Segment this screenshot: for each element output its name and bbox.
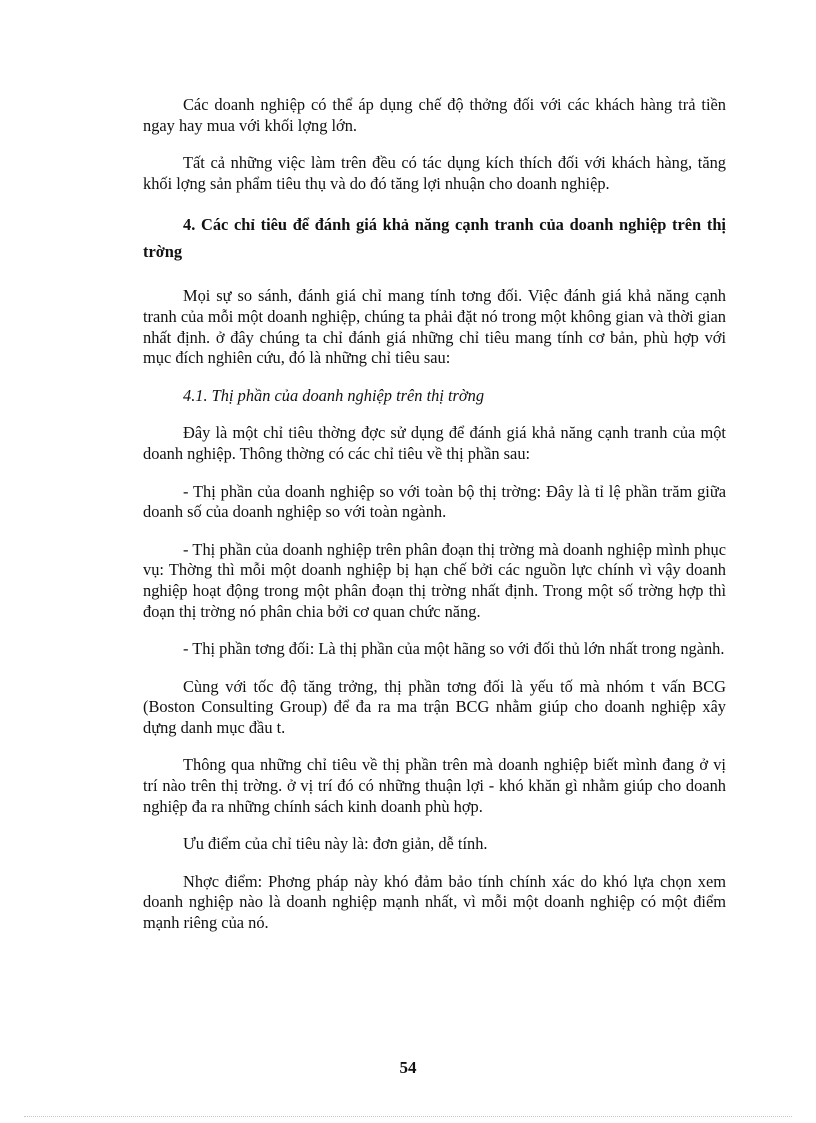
paragraph: Nhợc điểm: Phơng pháp này khó đảm bảo tính chính xác do khó lựa chọn xem doanh nghiệp nào là doanh nghiệp mạnh nhất, vì mỗi một doanh nghiệp có một điểm mạnh riêng của nó. (143, 871, 726, 933)
paragraph: - Thị phần của doanh nghiệp so với toàn bộ thị trờng: Đây là tỉ lệ phần trăm giữa doanh số của doanh nghiệp so với toàn ngành. (143, 481, 726, 522)
paragraph: Tất cả những việc làm trên đều có tác dụng kích thích đối với khách hàng, tăng khối lợng sản phẩm tiêu thụ và do đó tăng lợi nhuận cho doanh nghiệp. (143, 153, 726, 193)
page-number: 54 (399, 1058, 417, 1077)
paragraph: Cùng với tốc độ tăng trởng, thị phần tơng đối là yếu tố mà nhóm t vấn BCG (Boston Consulting Group) để đa ra ma trận BCG nhằm giúp cho doanh nghiệp xây dựng danh mục đầu t. (143, 676, 726, 737)
paragraph: - Thị phần của doanh nghiệp trên phân đoạn thị trờng mà doanh nghiệp mình phục vụ: Thờng thì mỗi một doanh nghiệp bị hạn chế bởi các nguồn lực chính vì vậy doanh nghiệp hoạt động trong một phân đoạn thị trờng nhất định. Trong một số trờng hợp thì đoạn thị trờng nó phân chia bởi cơ quan chức năng. (143, 539, 726, 621)
page-content (143, 95, 726, 951)
paragraph: Đây là một chỉ tiêu thờng đợc sử dụng để đánh giá khả năng cạnh tranh của một doanh nghiệp. Thông thờng có các chỉ tiêu về thị phần sau: (143, 423, 726, 463)
paragraph: - Thị phần tơng đối: Là thị phần của một hãng so với đối thủ lớn nhất trong ngành. (183, 639, 725, 659)
section-heading: 4. Các chỉ tiêu để đánh giá khả năng cạnh tranh của doanh nghiệp trên thị trờng (143, 215, 726, 262)
paragraph: Thông qua những chỉ tiêu về thị phần trên mà doanh nghiệp biết mình đang ở vị trí nào trên thị trờng. ở vị trí đó có những thuận lợi - khó khăn gì nhằm giúp cho doanh nghiệp đa ra những chính sách kinh doanh phù hợp. (143, 755, 726, 816)
section-intro-paragraph: Mọi sự so sánh, đánh giá chỉ mang tính tơng đối. Việc đánh giá khả năng cạnh tranh của mỗi một doanh nghiệp, chúng ta phải đặt nó trong một không gian và thời gian nhất định. ở đây chúng ta chỉ đánh giá những chỉ tiêu mang tính cơ bản, phù hợp với mục đích nghiên cứu, đó là những chỉ tiêu sau: (143, 286, 726, 368)
page-bottom-divider (24, 1116, 792, 1117)
paragraph: Ưu điểm của chỉ tiêu này là: đơn giản, dễ tính. (183, 834, 488, 854)
subsection-heading: 4.1. Thị phần của doanh nghiệp trên thị trờng (183, 385, 485, 405)
paragraph: Các doanh nghiệp có thể áp dụng chế độ thởng đối với các khách hàng trả tiền ngay hay mua với khối lợng lớn. (143, 95, 726, 135)
